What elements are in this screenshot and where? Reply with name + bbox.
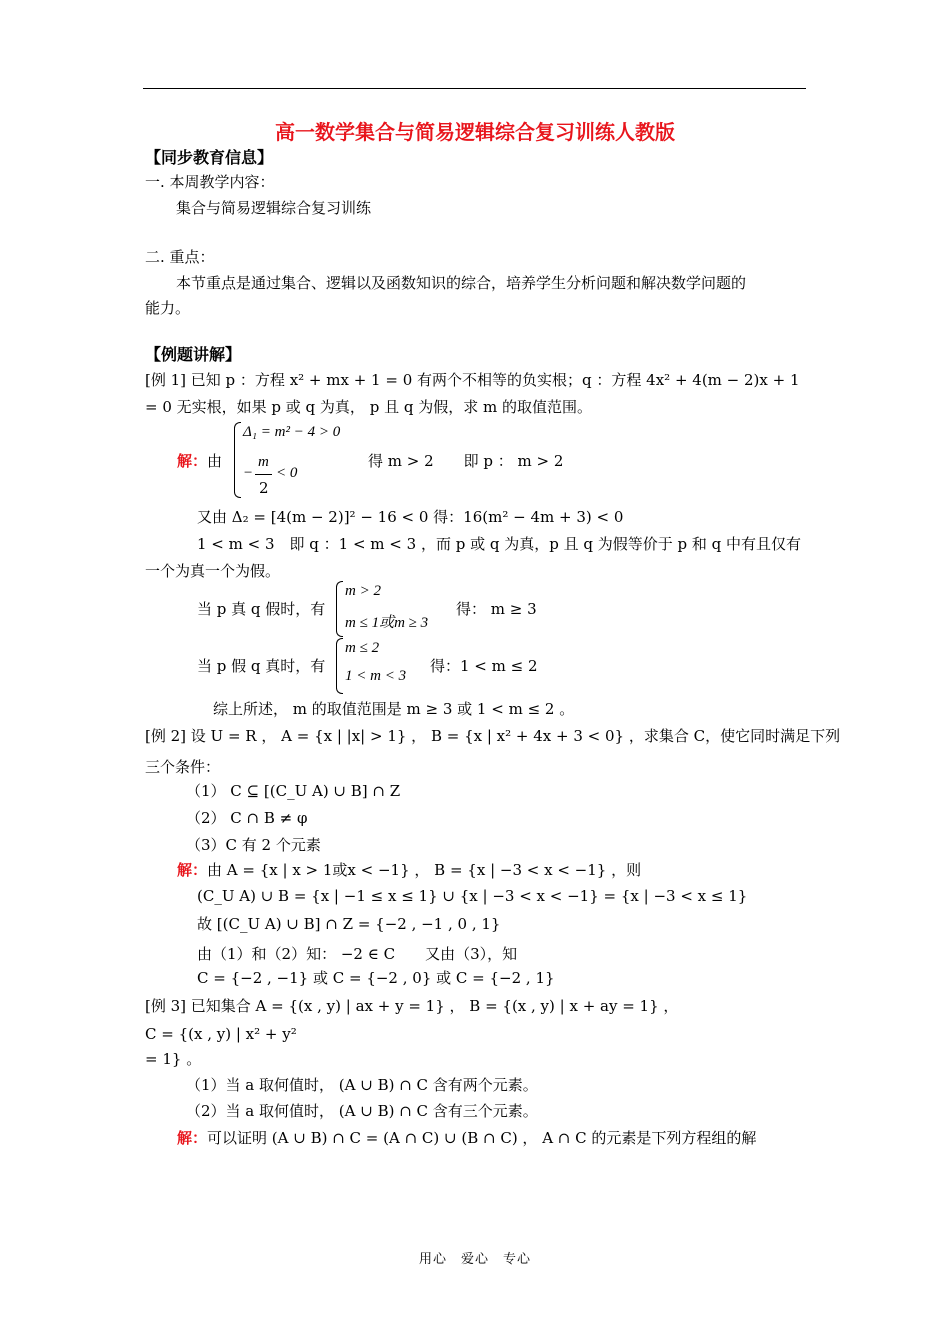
page-footer: 用心 爱心 专心 bbox=[418, 1252, 531, 1267]
example-1-q-line-b: 一个为真一个为假。 bbox=[145, 562, 281, 580]
example-2-solution-line-4: 由（1）和（2）知： −2 ∈ C 又由（3），知 bbox=[197, 945, 518, 963]
fraction-bar bbox=[255, 474, 272, 475]
case-1-eq-b: m ≤ 1或m ≥ 3 bbox=[345, 615, 429, 631]
example-2-solution-line-5: C = {−2 , −1} 或 C = {−2 , 0} 或 C = {−2 , 1} bbox=[197, 969, 555, 987]
case-2-eq-a: m ≤ 2 bbox=[345, 640, 380, 656]
example-1-delta2-line: 又由 Δ₂ = [4(m − 2)]² − 16 < 0 得：16(m² − 4m + 3) < 0 bbox=[197, 508, 624, 526]
solution-text: 由 A = {x | x > 1或x < −1} ， B = {x | −3 < x < −1} ，则 bbox=[207, 861, 642, 879]
case-2-result: 得：1 < m ≤ 2 bbox=[430, 657, 538, 675]
example-3-statement-line-3: = 1} 。 bbox=[145, 1050, 202, 1068]
header-rule bbox=[143, 88, 806, 89]
example-3-question-2: （2）当 a 取何值时， (A ∪ B) ∩ C 含有三个元素。 bbox=[186, 1102, 538, 1120]
solution-label: 解： bbox=[177, 1129, 208, 1147]
example-2-statement-line-2: 三个条件： bbox=[145, 758, 221, 776]
example-2-solution-line-3: 故 [(C_U A) ∪ B] ∩ Z = {−2 , −1 , 0 , 1} bbox=[197, 915, 501, 933]
example-2-condition-2: （2） C ∩ B ≠ φ bbox=[186, 809, 308, 827]
section-header-examples: 【例题讲解】 bbox=[145, 345, 242, 364]
solution-text: 可以证明 (A ∪ B) ∩ C = (A ∩ C) ∪ (B ∩ C) ， A ∩ C 的元素是下列方程组的解 bbox=[207, 1129, 757, 1147]
solution-label: 解： bbox=[177, 452, 208, 470]
example-3-question-1: （1）当 a 取何值时， (A ∪ B) ∩ C 含有两个元素。 bbox=[186, 1076, 538, 1094]
example-2-condition-3: （3）C 有 2 个元素 bbox=[186, 836, 321, 854]
solution-label: 解： bbox=[177, 861, 208, 879]
example-1-solution-label bbox=[177, 451, 222, 471]
document-title: 高一数学集合与简易逻辑综合复习训练人教版 bbox=[275, 120, 675, 144]
case-1-result: 得： m ≥ 3 bbox=[456, 600, 537, 618]
example-2-solution-line-1 bbox=[177, 860, 641, 880]
item-key-points-label: 二. 重点： bbox=[145, 248, 215, 266]
case-1-eq-a: m > 2 bbox=[345, 583, 381, 599]
example-1-statement-line-2: = 0 无实根，如果 p 或 q 为真， p 且 q 为假，求 m 的取值范围。 bbox=[145, 398, 592, 416]
example-1-statement-line-1: [例 1] 已知 p ：方程 x² + mx + 1 = 0 有两个不相等的负实根；q ：方程 4x² + 4(m − 2)x + 1 bbox=[145, 371, 800, 389]
system-1-eq-b-prefix: − bbox=[243, 465, 254, 481]
system-1-eq-b-denominator: 2 bbox=[259, 479, 269, 497]
case-2-eq-b: 1 < m < 3 bbox=[345, 668, 407, 684]
system-1-eq-b-suffix: < 0 bbox=[276, 465, 298, 481]
example-2-solution-line-2: (C_U A) ∪ B = {x | −1 ≤ x ≤ 1} ∪ {x | −3 < x < −1} = {x | −3 < x ≤ 1} bbox=[197, 887, 748, 905]
system-brace-3 bbox=[336, 638, 343, 694]
example-3-statement-line-1: [例 3] 已知集合 A = {(x , y) | ax + y = 1} ， B = {(x , y) | x + ay = 1} ， bbox=[145, 997, 679, 1015]
example-2-condition-1: （1） C ⊆ [(C_U A) ∪ B] ∩ Z bbox=[186, 782, 401, 800]
section-header-sync-info: 【同步教育信息】 bbox=[145, 148, 274, 167]
system-brace-2 bbox=[336, 581, 343, 637]
item-key-points-text-b: 能力。 bbox=[145, 299, 191, 317]
example-1-conclusion: 综上所述， m 的取值范围是 m ≥ 3 或 1 < m ≤ 2 。 bbox=[213, 700, 575, 718]
example-2-statement-line-1: [例 2] 设 U = R ， A = {x | |x| > 1} ， B = {x | x² + 4x + 3 < 0} ，求集合 C，使它同时满足下列 bbox=[145, 727, 841, 745]
item-key-points-text-a: 本节重点是通过集合、逻辑以及函数知识的综合，培养学生分析问题和解决数学问题的 bbox=[176, 274, 747, 292]
solution-by: 由 bbox=[207, 452, 223, 470]
system-1-result: 得 m > 2 即 p ： m > 2 bbox=[368, 452, 564, 470]
system-1-eq-a: Δ₁ = m² − 4 > 0 bbox=[243, 424, 341, 440]
system-1-eq-b-numerator: m bbox=[258, 454, 269, 470]
example-3-statement-line-2: C = {(x , y) | x² + y² bbox=[145, 1025, 297, 1043]
item-weekly-content-text: 集合与简易逻辑综合复习训练 bbox=[176, 199, 372, 217]
example-3-solution-line-1 bbox=[177, 1128, 756, 1148]
example-1-q-line-a: 1 < m < 3 即 q ：1 < m < 3 ，而 p 或 q 为真，p 且 q 为假等价于 p 和 q 中有且仅有 bbox=[197, 535, 802, 553]
item-weekly-content-label: 一. 本周教学内容： bbox=[145, 173, 275, 191]
system-brace-1 bbox=[234, 422, 241, 498]
case-2-lead: 当 p 假 q 真时，有 bbox=[197, 657, 326, 675]
case-1-lead: 当 p 真 q 假时，有 bbox=[197, 600, 326, 618]
